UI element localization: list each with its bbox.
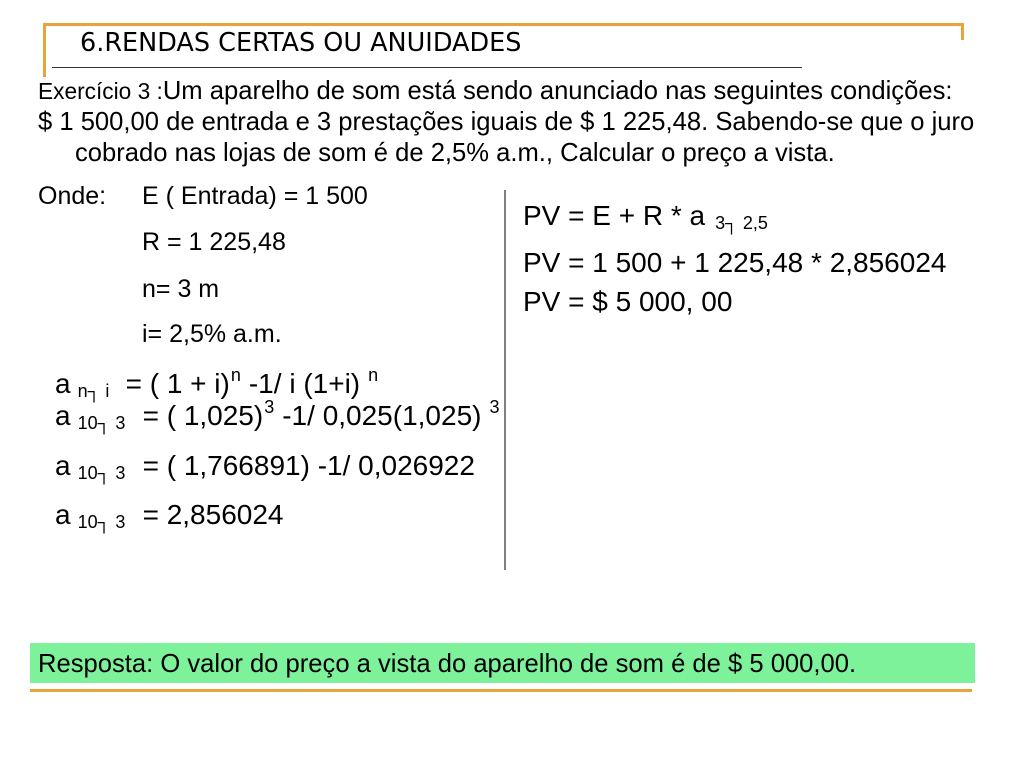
annuity-symbol: a <box>55 400 71 431</box>
annuity-subscript: 10┐ 3 <box>77 463 126 483</box>
formula-exponent-2: 3 <box>489 397 500 417</box>
column-divider <box>504 190 506 570</box>
annuity-symbol: a <box>55 368 71 399</box>
given-label: Onde: <box>38 182 107 210</box>
formula-expression: = 2,856024 <box>142 499 284 530</box>
formula-continuation: -1/ i (1+i) <box>248 368 361 399</box>
exercise-statement-line-2: $ 1 500,00 de entrada e 3 prestações iguais de $ 1 225,48. Sabendo-se que o juro <box>38 108 975 136</box>
header-accent-top-line <box>43 23 964 26</box>
formula-expression: = ( 1 + i) <box>125 368 230 399</box>
pv-expression: PV = E + R * a <box>523 200 706 231</box>
present-value-formula <box>523 200 768 233</box>
formula-continuation: -1/ 0,025(1,025) <box>282 400 482 431</box>
annuity-symbol: a <box>55 499 71 530</box>
pv-subscript: 3┐ 2,5 <box>715 213 768 233</box>
answer-box <box>30 643 975 683</box>
formula-exponent: 3 <box>264 397 275 417</box>
exercise-statement-line-1 <box>38 79 952 105</box>
annuity-factor-result <box>55 499 284 532</box>
header-accent-right-tick <box>961 23 964 40</box>
annuity-subscript: 10┐ 3 <box>77 413 126 433</box>
given-item-periodos: n= 3 m <box>142 275 220 303</box>
given-item-prestacao: R = 1 225,48 <box>142 228 286 256</box>
present-value-result: PV = $ 5 000, 00 <box>523 286 733 317</box>
title-underline <box>52 67 802 68</box>
header-accent-left-line <box>43 23 46 77</box>
formula-expression: = ( 1,766891) -1/ 0,026922 <box>142 450 475 481</box>
annuity-factor-formula <box>55 365 379 401</box>
annuity-subscript: n┐ i <box>77 381 110 401</box>
footer-accent-line <box>30 689 972 692</box>
formula-expression: = ( 1,025) <box>142 400 264 431</box>
given-item-taxa: i= 2,5% a.m. <box>142 320 282 348</box>
formula-exponent: n <box>230 365 241 385</box>
answer-text: Resposta: O valor do preço a vista do aparelho de som é de $ 5 000,00. <box>38 650 857 678</box>
present-value-substitution: PV = 1 500 + 1 225,48 * 2,856024 <box>523 247 947 278</box>
annuity-factor-intermediate <box>55 450 475 483</box>
annuity-factor-substitution <box>55 397 500 433</box>
exercise-statement-line-3: cobrado nas lojas de som é de 2,5% a.m., Calcular o preço a vista. <box>75 139 835 167</box>
given-item-entrada: E ( Entrada) = 1 500 <box>142 182 368 210</box>
exercise-label: Exercício 3 : <box>38 78 163 104</box>
slide-title: 6.RENDAS CERTAS OU ANUIDADES <box>80 28 522 58</box>
formula-exponent-2: n <box>368 365 379 385</box>
annuity-subscript: 10┐ 3 <box>77 512 126 532</box>
exercise-text: Um aparelho de som está sendo anunciado nas seguintes condições: <box>162 77 953 105</box>
annuity-symbol: a <box>55 450 71 481</box>
